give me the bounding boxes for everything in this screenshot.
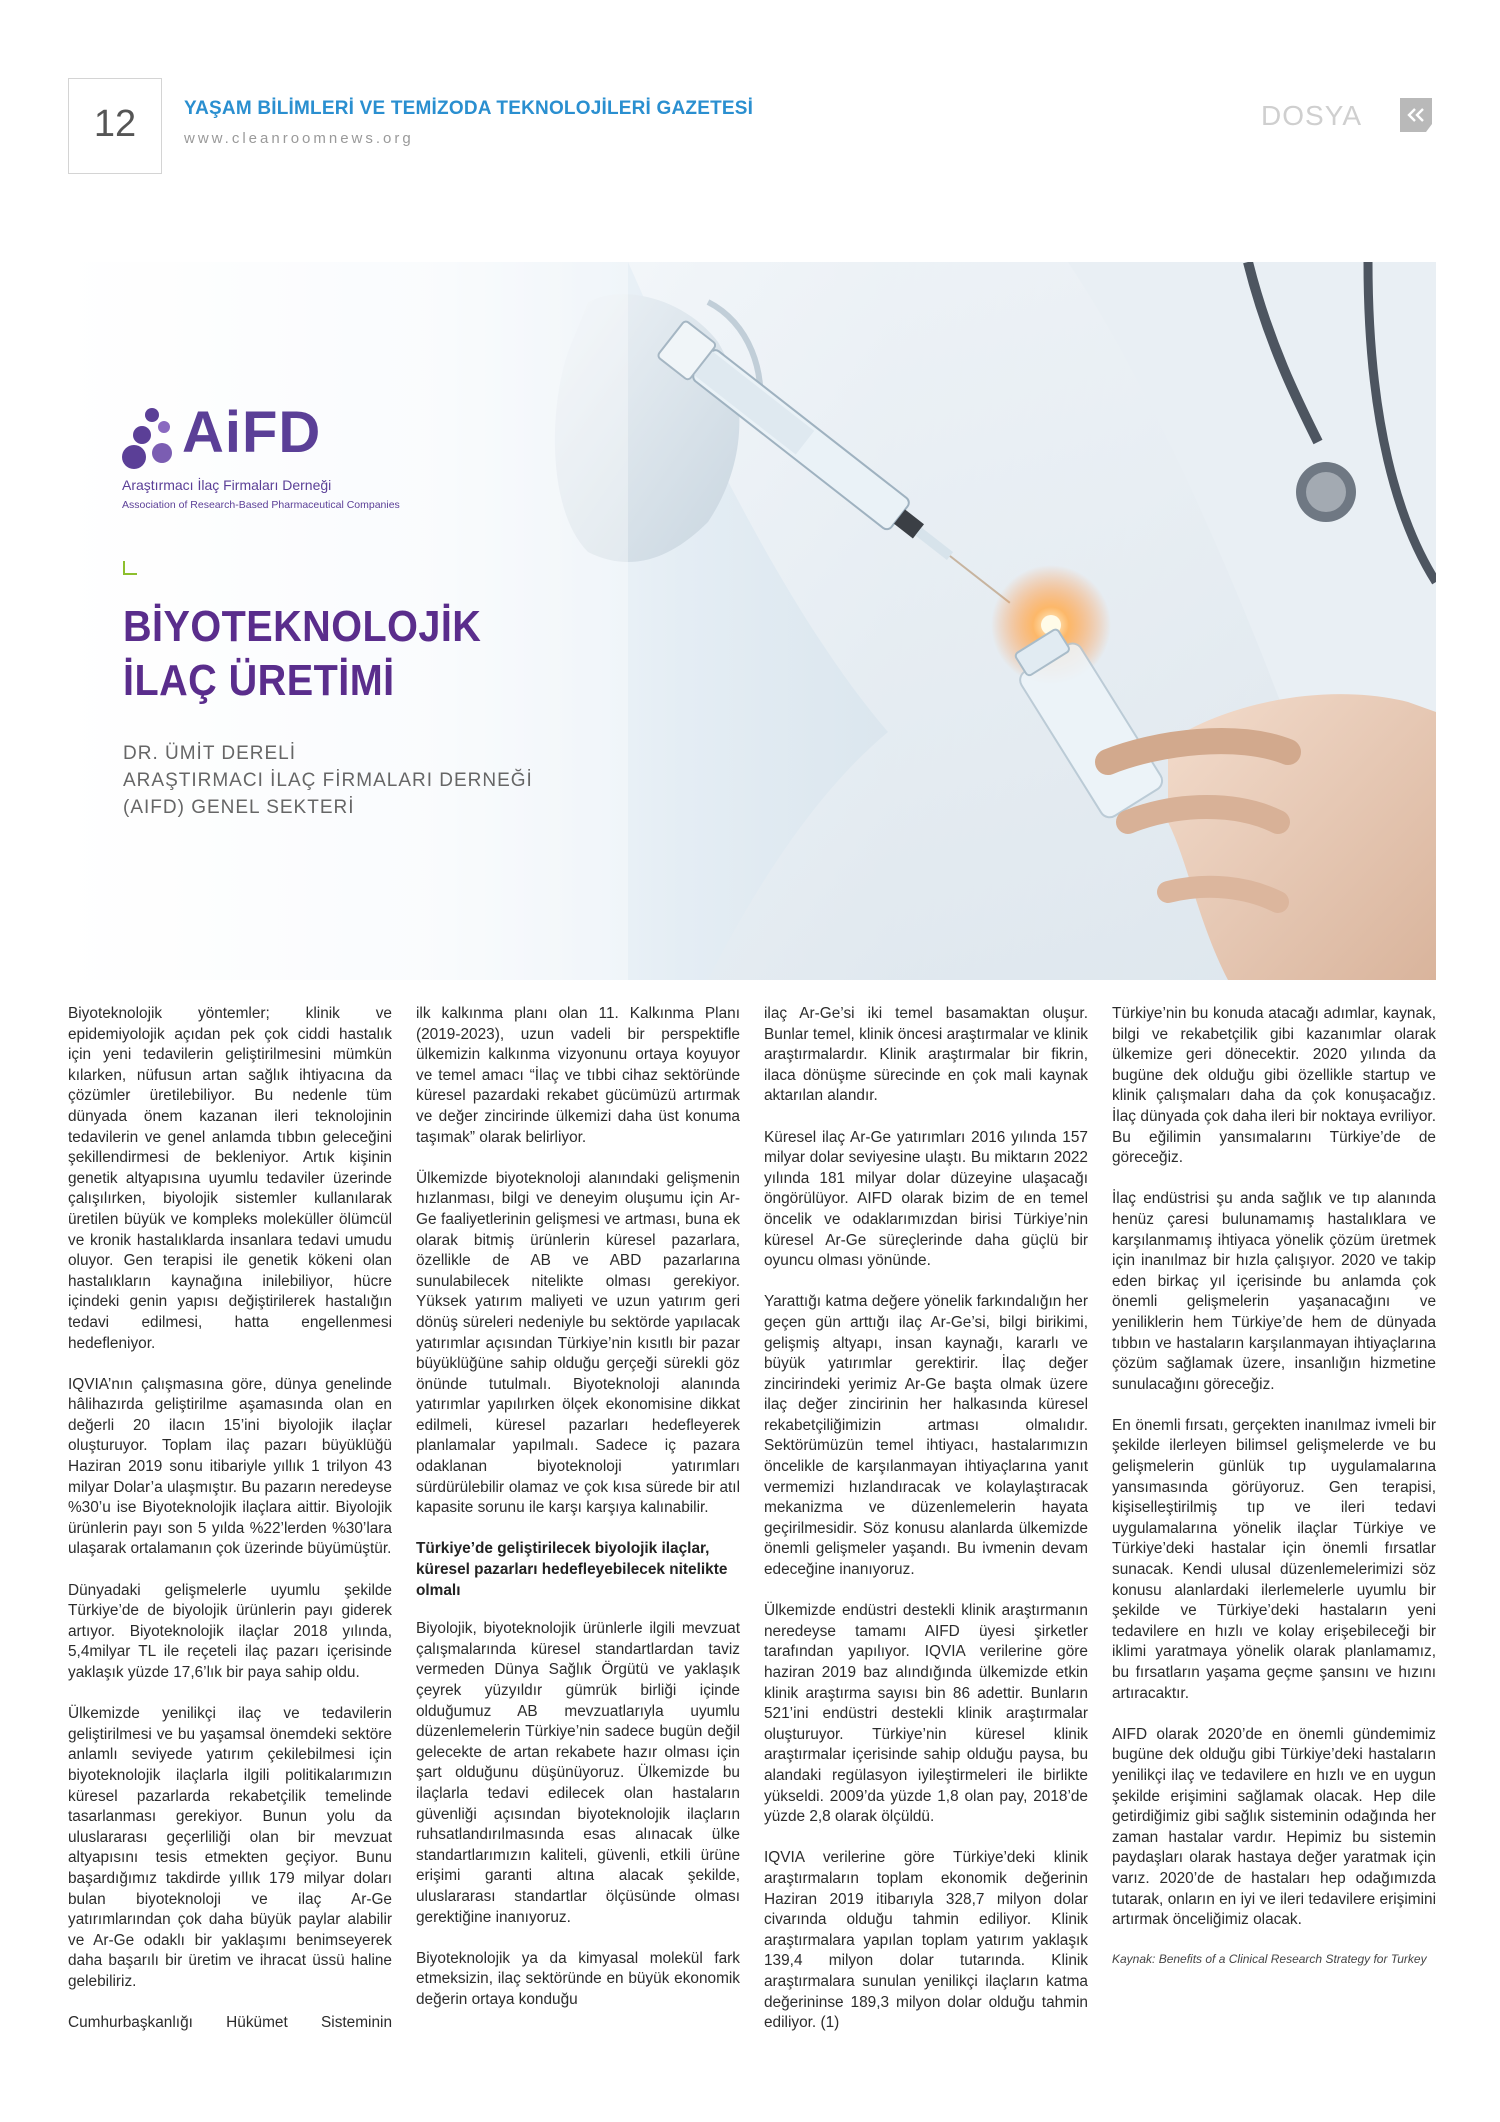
paragraph: ilk kalkınma planı olan 11. Kalkınma Planı (2019-2023), uzun vadeli bir perspektifle ülkemizin kalkınma vizyonunu ortaya koyuyor ve temel amacı “İlaç ve tıbbi cihaz sektöründe küresel pazardaki rekabet gücümüzü artırmak ve değer zincirinde ülkemizi daha üst konuma taşımak” olarak belirliyor. xyxy=(416,1005,740,1146)
paragraph: Biyolojik, biyoteknolojik ürünlerle ilgili mevzuat çalışmalarında küresel standartlardan taviz vermeden Dünya Sağlık Örgütü ve yaklaşık çeyrek yüzyıldır gümrük birliği içinde olduğumuz AB mevzuatlarıyla uyumlu düzenlemelerin Türkiye’nin sadece bugün değil gelecekte de artan rekabete hazır olması için şart olduğunu düşünüyoruz. Ülkemizde bu ilaçlarla tedavi edilecek olan hastaların güvenliği açısından biyoteknolojik ilaçların ruhsatlandırılmasında esas alınacak ülke standartlarımızın kaliteli, güvenli, etkili ürüne erişimi garanti altına alacak şekilde, uluslararası standartlar ölçüsünde olması gerektiğine inanıyoruz. xyxy=(416,1620,740,1926)
paragraph: IQVIA verilerine göre Türkiye’deki klinik araştırmaların toplam ekonomik değerinin Haziran 2019 itibarıyla 328,7 milyon dolar civarında olduğu tahmin ediliyor. Klinik araştırmalara yapılan toplam yatırım yaklaşık 139,4 milyon dolar tutarında. Klinik araştırmalara sunulan yenilikçi ilaçların katma değerininse 189,3 milyon dolar olduğu tahmin ediliyor. (1) xyxy=(764,1849,1088,2032)
paragraph: Küresel ilaç Ar-Ge yatırımları 2016 yılında 157 milyar dolar seviyesine ulaştı. Bu miktarın 2022 yılında 181 milyar dolar düzeyine ulaşacağı öngörülüyor. AIFD olarak bizim de en temel öncelik ve odaklarımızdan birisi Türkiye’nin küresel Ar-Ge süreçlerinde daha güçlü bir oyuncu olması yönünde. xyxy=(764,1128,1088,1270)
corner-mark xyxy=(123,561,137,575)
paragraph: Ülkemizde yenilikçi ilaç ve tedavilerin geliştirilmesi ve bu yaşamsal önemdeki sektöre anlamlı seviyede yatırım çekilebilmesi için biyoteknolojik ilaçlarla ilgili politikalarımızın küresel pazarlarda rekabetçilik temelinde tasarlanması gerekiyor. Bunun yolu da uluslararası geçerliliği olan bir mevzuat altyapısını tesis etmekten geçiyor. Bunu başardığımız takdirde yıllık 179 milyar doları bulan biyoteknoloji ve ilaç Ar-Ge yatırımlarından çok daha büyük paylar alabilir ve Ar-Ge odaklı bir yaklaşımı benimseyerek daha başarılı bir üretim ve ihracat üssü haline gelebiliriz. xyxy=(68,1705,392,1990)
subheading: Türkiye’de geliştirilecek biyolojik ilaçlar, küresel pazarları hedefleyebilecek nitelikte olmalı xyxy=(416,1540,728,1599)
paragraph: Dünyadaki gelişmelerle uyumlu şekilde Türkiye’de de biyolojik ürünlerin payı giderek artıyor. Biyoteknolojik ilaçlar 2018 yılında, 5,4milyar TL ile reçeteli ilaç pazarı içerisinde yaklaşık yüzde 17,6’lık bir paya sahip oldu. xyxy=(68,1581,392,1681)
double-chevron-left-icon xyxy=(1400,98,1432,132)
aifd-logo-mark-icon xyxy=(122,405,186,475)
publication-url: www.cleanroomnews.org xyxy=(184,130,414,147)
column-3 xyxy=(764,1004,1088,2054)
paragraph: Ülkemizde endüstri destekli klinik araştırmanın neredeyse tamamı AIFD üyesi şirketler tarafından yapılıyor. IQVIA verilerine göre haziran 2019 baz alındığında ülkemizde etkin klinik araştırma sayısı bin 86 adettir. Bunların 521’ini endüstri destekli klinik araştırmalar oluşturuyor. Türkiye’nin küresel klinik araştırmalar içerisinde sahip olduğu paysa, bu alandaki regülasyon iyileştirmeleri ile birlikte yükseldi. 2009’da yüzde 1,8 olan pay, 2018’de yüzde 2,8 olarak ölçüldü. xyxy=(764,1602,1088,1826)
section-label: DOSYA xyxy=(1261,100,1362,131)
column-4 xyxy=(1112,1004,1436,1988)
article-title-line1: BİYOTEKNOLOJİK xyxy=(123,602,482,651)
paragraph: IQVIA’nın çalışmasına göre, dünya genelinde hâlihazırda geliştirilme aşamasında olan en değerli 20 ilacın 15’ini biyolojik ilaçlar oluşturuyor. Toplam ilaç pazarı büyüklüğü Haziran 2019 sonu itibariyle yıllık 1 trilyon 43 milyar Dolar’a ulaşmıştır. Bu pazarın neredeyse %30’u ise Biyoteknolojik ilaçlara aittir. Biyolojik ürünlerin payı son 5 yılda %22’lerden %30’lara ulaşarak ortalamanın çok üzerinde büyümüştür. xyxy=(68,1375,392,1558)
article-title-line2: İLAÇ ÜRETİMİ xyxy=(123,656,395,705)
paragraph: AIFD olarak 2020’de en önemli gündemimiz bugüne dek olduğu gibi Türkiye’deki hastaların yenilikçi ilaç ve tedavilere en hızlı ve en uygun şekilde erişimini sağlamak olacak. Hep dile getirdiğimiz gibi sağlık sisteminin odağında her zaman hastalar vardır. Hepimiz bu sistemin paydaşları olarak hastaya değer yaratmak için varız. 2020’de de hastaları hep odağımızda tutarak, onların en iyi ve ileri tedavilere erişimini artırmak önceliğimiz olacak. xyxy=(1112,1725,1436,1929)
column-1 xyxy=(68,1004,392,2054)
article-title xyxy=(123,600,481,708)
author-role: (AIFD) GENEL SEKTERİ xyxy=(123,797,355,818)
publication-title: YAŞAM BİLİMLERİ VE TEMİZODA TEKNOLOJİLERİ GAZETESİ xyxy=(184,98,754,119)
column-2 xyxy=(416,1004,740,2031)
author-organization: ARAŞTIRMACI İLAÇ FİRMALARI DERNEĞİ xyxy=(123,770,533,791)
page-number-box xyxy=(68,78,162,174)
source-note: Kaynak: Benefits of a Clinical Research Strategy for Turkey xyxy=(1112,1952,1427,1967)
hero-image xyxy=(68,262,1436,980)
page-number: 12 xyxy=(93,103,137,145)
paragraph: Biyoteknolojik ya da kimyasal molekül fark etmeksizin, ilaç sektöründe en büyük ekonomik değerin ortaya konduğu xyxy=(416,1949,740,2008)
paragraph: En önemli fırsatı, gerçekten inanılmaz ivmeli bir şekilde ilerleyen bilimsel gelişmelerde ve bu gelişmelerin günlük tıp uygulamalarına yansımasında görüyoruz. Gen terapisi, kişiselleştirilmiş tıp ve ileri tedavi uygulamalarına yönelik ilaçlar Türkiye ve Türkiye’deki hastalar için önemli fırsatlar sunacak. Kendi ulusal düzenlemelerimizi söz konusu alanlardaki ilerlemelerle uyumlu bir şekilde ve Türkiye’deki hastaların yeni tedavilere en hızlı ve kolay erişebileceği bir iklimi yaratmaya yönelik olarak planlamamız, bu fırsatların yaşama geçme şansını ve hızını artıracaktır. xyxy=(1112,1416,1436,1702)
paragraph: ilaç Ar-Ge’si iki temel basamaktan oluşur. Bunlar temel, klinik öncesi araştırmalar ve klinik araştırmalardır. Klinik araştırmalar bir fikrin, ilaca dönüşme sürecinde en çok mali kaynak aktarılan alandır. xyxy=(764,1005,1088,1105)
aifd-logo-subtitle-tr: Araştırmacı İlaç Firmaları Derneği xyxy=(122,477,332,493)
paragraph: İlaç endüstrisi şu anda sağlık ve tıp alanında henüz çaresi bulunamamış hastalıklara ve karşılanmamış ihtiyaca yönelik çözüm üretmek için inanılmaz bir hızla çalışıyor. 2020 ve takip eden birkaç yıl içerisinde bu anlamda çok önemli gelişmelerin yaşanacağını ve yeniliklerin hem Türkiye’de hem de dünyada tıbbın ve hastaların karşılanmayan ihtiyaçlarına çözüm sağlamak üzere, insanlığın hizmetine sunulacağını göreceğiz. xyxy=(1112,1190,1436,1393)
author-block xyxy=(123,740,533,821)
paragraph: Yarattığı katma değere yönelik farkındalığın her geçen gün arttığı ilaç Ar-Ge’si, bilgi birikimi, gelişmiş altyapı, insan kaynağı, kararlı ve büyük yatırımlar gerektirir. İlaç değer zincirindeki yerimiz Ar-Ge başta olmak üzere ilaç değer zincirinin her halkasında küresel rekabetçiliğimizin artması olmalıdır. Sektörümüzün temel ihtiyacı, hastalarımızın öncelikle de karşılanmayan ihtiyaçlarına yanıt vermemizi hızlandıracak ve kolaylaştıracak mekanizma ve düzenlemelerin hayata geçirilmesidir. Söz konusu alanlarda ülkemizde önemli gelişmeler yaşandı. Bu ivmenin devam edeceğine inanıyoruz. xyxy=(764,1293,1088,1579)
paragraph: Biyoteknolojik yöntemler; klinik ve epidemiyolojik açıdan pek çok ciddi hastalık için yeni tedavilerin geliştirilmesini mümkün kılarken, nüfusun artan sağlık ihtiyacına da çözümler üretilebiliyor. Bu nedenle tüm dünyada önem kazanan ileri teknolojinin tedavilerin ve genel anlamda tıbbın geleceğini şekillendirmesi de bekleniyor. Artık kişinin genetik altyapısına uyumlu tedaviler üzerinde çalışılırken, biyolojik sistemler kullanılarak üretilen büyük ve kompleks moleküller ölümcül ve kronik hastalıklarda insanlara tedavi umudu oluyor. Gen terapisi ile genetik kökeni olan hastalıkların kaynağına inilebiliyor, hücre içindeki genin yapısı değiştirilerek hastalığın tedavi edilmesi, hatta engellenmesi hedefleniyor. xyxy=(68,1005,392,1352)
paragraph: Ülkemizde biyoteknoloji alanındaki gelişmenin hızlanması, bilgi ve deneyim oluşumu için Ar-Ge faaliyetlerinin gelişmesi ve artması, buna ek olarak bitmiş ürünlerin küresel pazarlara, özellikle de AB ve ABD pazarlarına sunulabilecek nitelikte olması gerekiyor. Yüksek yatırım maliyeti ve uzun yatırım geri dönüş süreleri nedeniyle bu sektörde yapılacak yatırımlar açısından Türkiye’nin kısıtlı bir pazar büyüklüğüne sahip olduğu gerçeği sürekli göz önünde tutulmalı. Biyoteknoloji alanında yatırımlar yapılırken ölçek ekonomisine dikkat edilmeli, küresel pazarları hedefleyerek planlamalar yapılmalı. Sadece iç pazara odaklanan biyoteknoloji yatırımları sürdürülebilir olamaz ve çok kısa sürede bir atıl kapasite sorunu ile karşı karşıya kalınabilir. xyxy=(416,1169,740,1517)
author-name: DR. ÜMİT DERELİ xyxy=(123,743,297,764)
paragraph: Türkiye’nin bu konuda atacağı adımlar, kaynak, bilgi ve rekabetçilik gibi kazanımlar olarak ülkemize geri dönecektir. 2020 yılında da bugüne dek olduğu gibi özellikle startup ve klinik çalışmaları daha da çok konuşacağız. İlaç dünyada çok daha ileri bir noktaya evriliyor. Bu eğilimin yansımalarını Türkiye’de de göreceğiz. xyxy=(1112,1005,1436,1167)
aifd-logo-name: AiFD xyxy=(182,400,322,465)
aifd-logo-subtitle-en: Association of Research-Based Pharmaceutical Companies xyxy=(122,499,400,511)
paragraph: Cumhurbaşkanlığı Hükümet Sisteminin xyxy=(68,2014,392,2032)
